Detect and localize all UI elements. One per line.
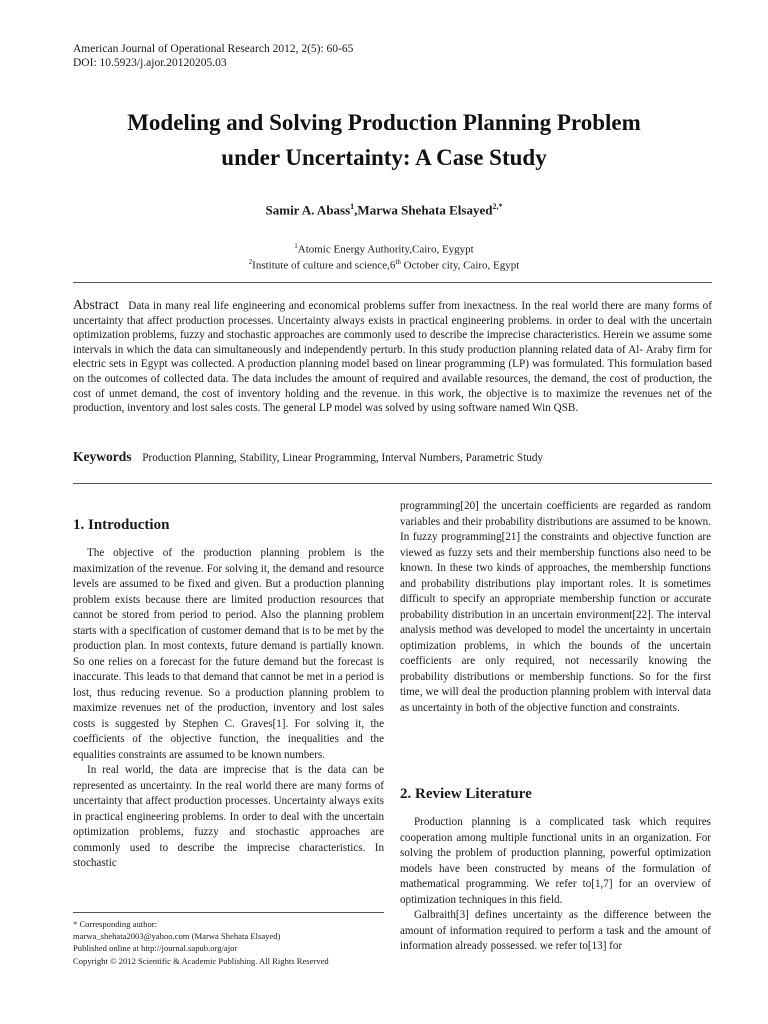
affiliation-2-sup: 2 — [248, 257, 253, 266]
author-separator: , — [354, 202, 358, 218]
authors — [0, 202, 768, 218]
affiliation-2-text-b: October city, Cairo, Egypt — [400, 259, 520, 272]
abstract — [73, 298, 712, 416]
review-paragraph-1: Production planning is a complicated task which requires cooperation among multiple functional units in an organization. For solving the problem of production planning, powerful optimization models have been constructed by means of the formulation of mathematical programming. We refer to[1,7] for an overview of optimization techniques in this field. — [400, 816, 711, 906]
divider-top — [73, 282, 712, 283]
journal-header — [73, 42, 353, 70]
footnote-copyright: Copyright © 2012 Scientific & Academic Publishing. All Rights Reserved — [73, 955, 329, 966]
left-column — [73, 546, 384, 872]
affiliation-2 — [0, 256, 768, 272]
footnote-corresponding: * Corresponding author: — [73, 919, 158, 929]
affiliation-1-text: Atomic Energy Authority,Cairo, Eygypt — [297, 243, 474, 256]
abstract-label: Abstract — [73, 297, 119, 312]
intro-paragraph-continued: programming[20] the uncertain coefficients are regarded as random variables and their probability distributions are assumed to be known. In fuzzy programming[21] the constraints and objective function are viewed as fuzzy sets and their membership functions also need to be known. In these two kinds of approaches, the membership functions and probability distributions play important roles. It is sometimes difficult to specify an appropriate membership function or accurate probability distribution in an uncertain environment[22]. The interval analysis method was developed to model the uncertainty in uncertain optimization problems, in which the bounds of the uncertain coefficients are only required, not necessarily knowing the probability distributions or membership functions. So for the first time, we will deal the production planning problem with interval data as uncertainty in both of the objective function and constraints. — [400, 500, 711, 714]
footnote-email: marwa_shehata2003@yahoo.com (Marwa Shehata Elsayed) — [73, 931, 281, 942]
affiliation-1 — [0, 240, 768, 256]
divider-bottom — [73, 483, 712, 484]
affiliation-1-sup: 1 — [294, 242, 298, 250]
author-1-sup: 1 — [350, 202, 355, 211]
abstract-text: Data in many real life engineering and economical problems suffer from inexactness. In the real world there are many forms of uncertainty that affect production processes. Uncertainty always exists in practical engineering problems. in order to deal with the uncertain optimization problems, fuzzy and stochastic approaches are commonly used to describe the imprecise characteristics. Herein we assume some intervals in which the data can simultaneously and independently perturb. In this study production planning related data of Al- Araby firm for electric sets in Egypt was collected. A production planning model based on linear programming (LP) was formulated. This formulation based on the outcomes of collected data. The data includes the amount of required and available resources, the demand, the cost of production, the cost of unmet demand, the cost of inventory holding and the revenue. in this work, the objective is to maximize the revenues net of the production, inventory and lost sales costs. The general LP model was solved by using software named Win QSB. — [73, 300, 713, 415]
keywords — [73, 449, 712, 465]
affiliation-2-th: th — [395, 257, 401, 266]
review-section — [400, 786, 532, 803]
right-column — [400, 499, 711, 716]
intro-heading: 1. Introduction — [73, 517, 170, 533]
title-line-1: Modeling and Solving Production Planning Problem — [127, 110, 641, 135]
journal-citation: American Journal of Operational Research 2012, 2(5): 60-65 — [73, 43, 354, 55]
intro-section — [73, 517, 169, 534]
review-body — [400, 815, 711, 955]
paper-title — [40, 105, 728, 175]
footnote-published: Published online at http://journal.sapub.org/ajor — [73, 943, 238, 954]
author-1-name: Samir A. Abass — [265, 202, 351, 218]
review-heading: 2. Review Literature — [400, 786, 532, 802]
author-2-name: Marwa Shehata Elsayed — [357, 202, 493, 218]
footnote-divider — [73, 912, 384, 913]
title-line-2: under Uncertainty: A Case Study — [221, 145, 547, 170]
affiliation-2-text-a: Institute of culture and science,6 — [252, 259, 396, 272]
keywords-label: Keywords — [73, 449, 132, 464]
intro-paragraph-2: In real world, the data are imprecise that is the data can be represented as uncertainty. In the real world there are many forms of uncertainty that affect production processes. Uncertainty always exits in practical engineering problems. In order to deal with the uncertain optimization problems, fuzzy and stochastic approaches are commonly used to describe the imprecise characteristics. In stochastic — [73, 764, 384, 869]
affiliations — [0, 240, 768, 271]
author-2-sup: 2,* — [492, 202, 503, 211]
review-paragraph-2: Galbraith[3] defines uncertainty as the difference between the amount of information required to perform a task and the amount of information already possessed. we refer to[13] for — [400, 909, 711, 952]
keywords-text: Production Planning, Stability, Linear Programming, Interval Numbers, Parametric Study — [142, 452, 544, 464]
doi-line: DOI: 10.5923/j.ajor.20120205.03 — [73, 57, 227, 69]
intro-paragraph-1: The objective of the production planning problem is the maximization of the revenue. For solving it, the demand and resource levels are assumed to be fixed and given. But a production planning problem exists because there are limited production resources that cannot be stored from period to period. Also the planning problem starts with a specification of customer demand that is to be met by the production plan. In most contexts, future demand is partially known. So one relies on a forecast for the future demand but the forecast is inaccurate. This leads to that demand that cannot be met in a period is lost, thus reducing revenue. So a production planning problem to maximize revenues net of the production, inventory and lost sales costs is suggested by Stephen C. Graves[1]. For solving it, the coefficients of the objective function, the inequalities and the equalities constraints are assumed to be known numbers. — [73, 547, 384, 761]
footnote — [73, 918, 403, 967]
